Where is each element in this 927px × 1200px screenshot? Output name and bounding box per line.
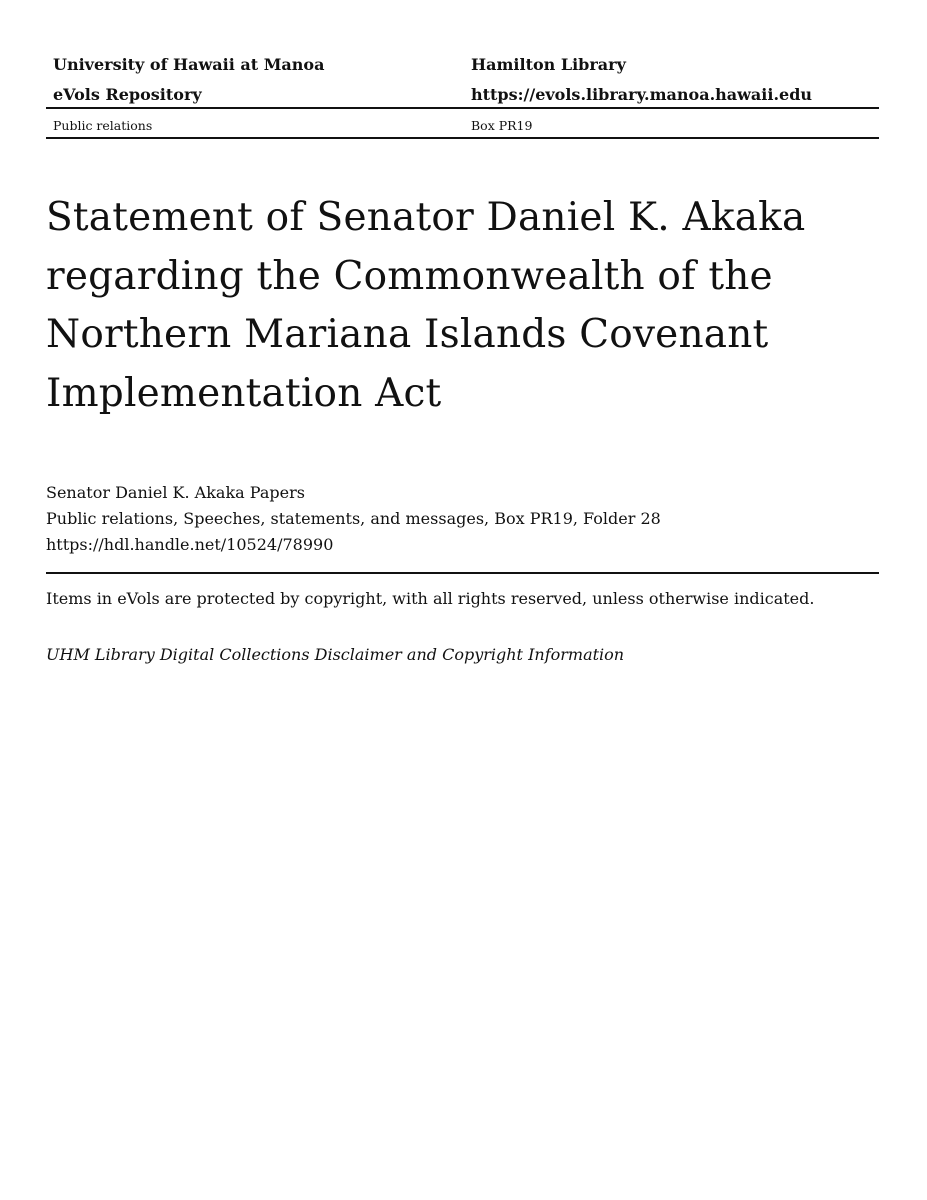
header-rule-top [46, 107, 879, 109]
header-row-2 [46, 84, 879, 114]
header-row-1 [46, 54, 879, 84]
disclaimer-link[interactable]: UHM Library Digital Collections Disclaimer and Copyright Information [46, 645, 625, 664]
handle-link[interactable]: https://hdl.handle.net/10524/78990 [46, 535, 334, 554]
institution-name: University of Hawaii at Manoa [53, 55, 325, 74]
header-table [46, 54, 879, 133]
repository-url-link[interactable]: https://evols.library.manoa.hawaii.edu [471, 85, 813, 104]
document-title: Statement of Senator Daniel K. Akaka regarding the Commonwealth of the Northern Mariana Islands Covenant Implementation Act [46, 195, 806, 416]
section-divider [46, 572, 879, 574]
header-rule-bottom [46, 137, 879, 139]
series-label: Public relations [53, 118, 153, 133]
library-name: Hamilton Library [471, 55, 626, 74]
collection-name: Senator Daniel K. Akaka Papers [46, 483, 305, 502]
citation-block [46, 480, 879, 558]
box-label: Box PR19 [471, 118, 533, 133]
folder-location: Public relations, Speeches, statements, and messages, Box PR19, Folder 28 [46, 509, 661, 528]
rights-statement: Items in eVols are protected by copyright, with all rights reserved, unless otherwise indicated. [46, 589, 815, 608]
repository-name: eVols Repository [53, 85, 202, 104]
